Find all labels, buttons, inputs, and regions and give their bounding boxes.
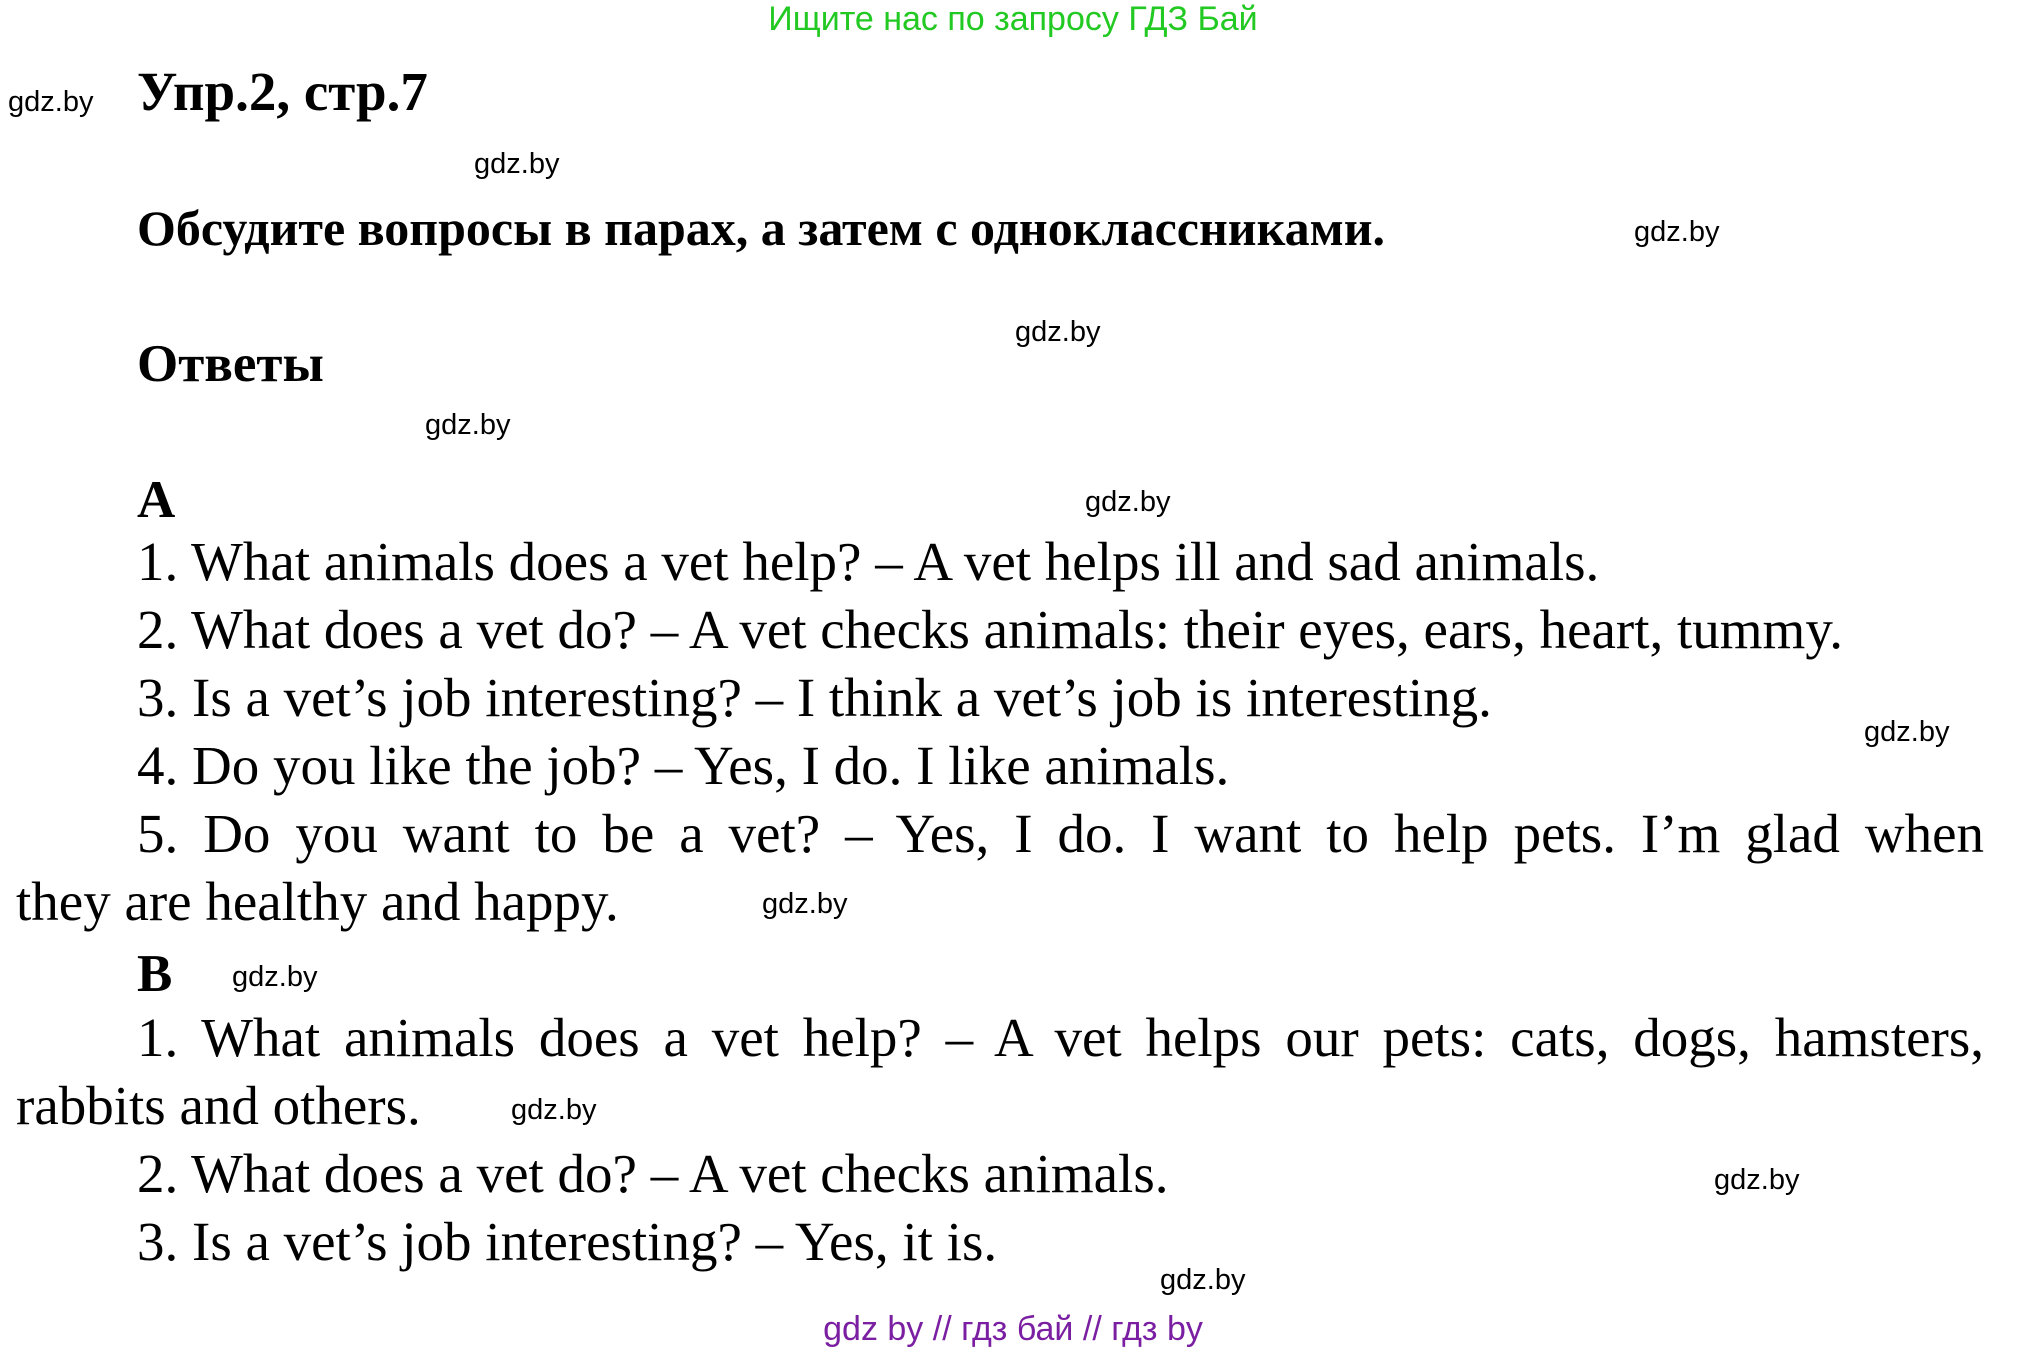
watermark: gdz.by: [511, 1094, 597, 1126]
watermark: gdz.by: [1085, 486, 1171, 518]
watermark: gdz.by: [762, 888, 848, 920]
watermark: gdz.by: [1634, 216, 1720, 248]
watermark: gdz.by: [1160, 1264, 1246, 1296]
watermark: gdz.by: [1015, 316, 1101, 348]
answer-a-5-line1: 5. Do you want to be a vet? – Yes, I do. I want to help pets. I’m glad when: [137, 803, 1984, 864]
answer-a-1: 1. What animals does a vet help? – A vet helps ill and sad animals.: [137, 531, 1600, 592]
footer-links: gdz by // гдз бай // гдз by: [823, 1310, 1203, 1348]
answer-b-1-line2: rabbits and others.: [16, 1075, 421, 1136]
answer-b-2: 2. What does a vet do? – A vet checks animals.: [137, 1143, 1169, 1204]
watermark: gdz.by: [8, 86, 94, 118]
section-a-label: A: [137, 471, 176, 529]
answer-a-5-line2: they are healthy and happy.: [16, 871, 619, 932]
task-instruction: Обсудите вопросы в парах, а затем с одноклассниками.: [137, 200, 1385, 256]
watermark: gdz.by: [425, 409, 511, 441]
answer-a-2: 2. What does a vet do? – A vet checks animals: their eyes, ears, heart, tummy.: [137, 599, 1844, 660]
watermark: gdz.by: [1714, 1164, 1800, 1196]
answer-a-4: 4. Do you like the job? – Yes, I do. I like animals.: [137, 735, 1230, 796]
watermark: gdz.by: [474, 148, 560, 180]
search-banner: Ищите нас по запросу ГДЗ Бай: [768, 0, 1258, 38]
page-title: Упр.2, стр.7: [137, 61, 428, 122]
answers-heading: Ответы: [137, 335, 324, 393]
section-b-label: B: [137, 945, 173, 1003]
answer-a-3: 3. Is a vet’s job interesting? – I think a vet’s job is interesting.: [137, 667, 1492, 728]
watermark: gdz.by: [1864, 716, 1950, 748]
answer-b-3: 3. Is a vet’s job interesting? – Yes, it is.: [137, 1211, 998, 1272]
answer-b-1-line1: 1. What animals does a vet help? – A vet helps our pets: cats, dogs, hamsters,: [137, 1007, 1984, 1068]
watermark: gdz.by: [232, 961, 318, 993]
